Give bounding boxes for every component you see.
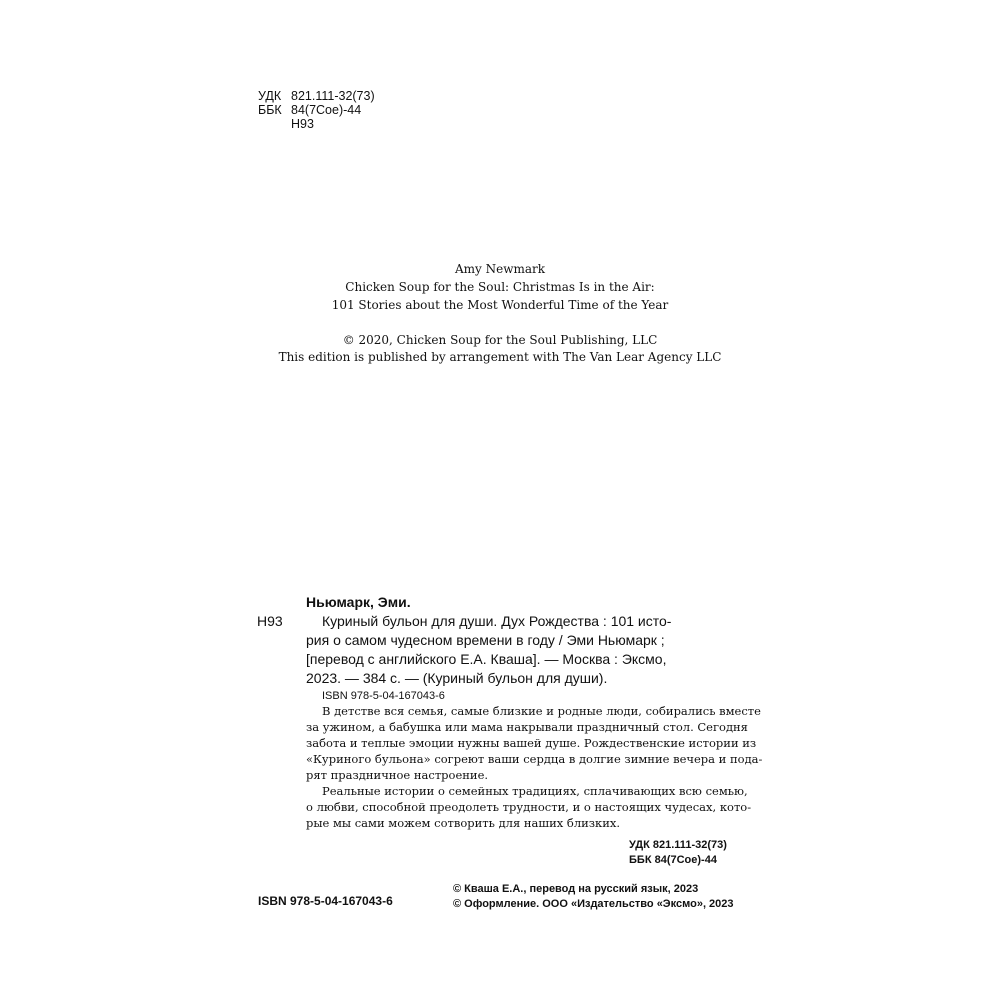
- record-isbn: ISBN 978-5-04-167043-6: [322, 690, 445, 702]
- original-title-line-1: Chicken Soup for the Soul: Christmas Is in the Air:: [345, 280, 655, 294]
- record-author-sign: Н93: [257, 613, 283, 629]
- record-heading: Ньюмарк, Эми.: [306, 594, 411, 610]
- annotation-p2-line-1: Реальные истории о семейных традициях, сплачивающих всю семью,: [322, 784, 748, 798]
- author-sign-top: Н93: [291, 117, 314, 131]
- udk-value: 821.111-32(73): [291, 89, 375, 103]
- arrangement-notice: This edition is published by arrangement with The Van Lear Agency LLC: [278, 350, 722, 364]
- bbk-label: ББК: [258, 103, 282, 117]
- record-line-3: [перевод с английского Е.А. Кваша]. — Москва : Эксмо,: [306, 651, 667, 667]
- bbk-code: ББК 84(7Сое)-44: [629, 854, 717, 866]
- original-copyright: © 2020, Chicken Soup for the Soul Publishing, LLC: [342, 333, 658, 347]
- copyright-design: © Оформление. ООО «Издательство «Эксмо», 2023: [453, 898, 734, 910]
- annotation-p1-line-1: В детстве вся семья, самые близкие и родные люди, собирались вместе: [322, 704, 761, 718]
- annotation-p1-line-3: забота и теплые эмоции нужны вашей душе. Рождественские истории из: [306, 736, 757, 750]
- annotation-p2-line-2: о любви, способной преодолеть трудности, и о настоящих чудесах, кото-: [306, 800, 752, 814]
- annotation-p2-line-3: рые мы сами можем сотворить для наших близких.: [306, 816, 621, 830]
- annotation-p1-line-5: рят праздничное настроение.: [306, 768, 489, 782]
- original-title-line-2: 101 Stories about the Most Wonderful Time of the Year: [331, 298, 669, 312]
- annotation-p1-line-2: за ужином, а бабушка или мама накрывали праздничный стол. Сегодня: [306, 720, 748, 734]
- bbk-value: 84(7Сое)-44: [291, 103, 362, 117]
- copyright-translation: © Кваша Е.А., перевод на русский язык, 2023: [453, 883, 699, 895]
- udk-label: УДК: [258, 89, 282, 103]
- record-line-4: 2023. — 384 с. — (Куриный бульон для души).: [306, 670, 608, 686]
- udk-code: УДК 821.111-32(73): [629, 839, 727, 851]
- record-line-2: рия о самом чудесном времени в году / Эми Ньюмарк ;: [306, 632, 665, 648]
- footer-isbn: ISBN 978-5-04-167043-6: [258, 894, 393, 908]
- record-line-1: Куриный бульон для души. Дух Рождества : 101 исто-: [322, 613, 672, 629]
- annotation-p1-line-4: «Куриного бульона» согреют ваши сердца в долгие зимние вечера и пода-: [306, 752, 763, 766]
- original-author: Amy Newmark: [454, 262, 546, 276]
